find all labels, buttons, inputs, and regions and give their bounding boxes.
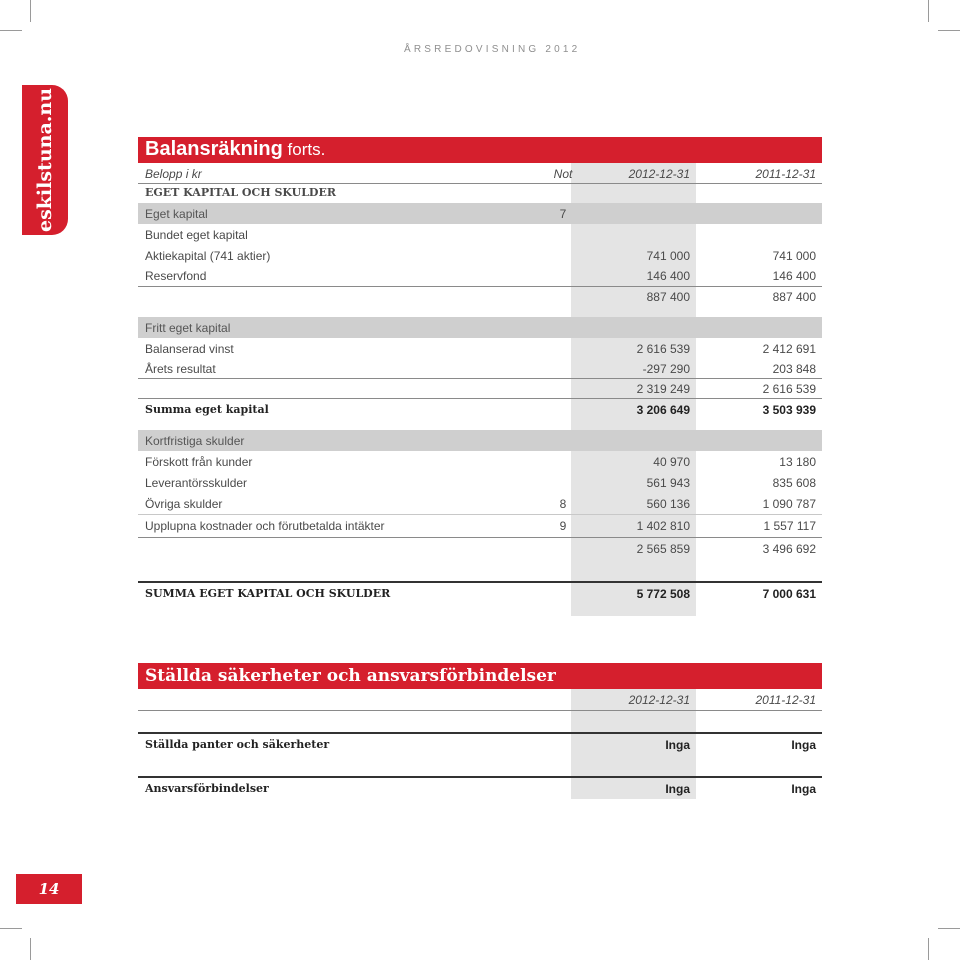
value-2011: 146 400 <box>772 269 816 283</box>
row-label: Balanserad vinst <box>145 342 234 356</box>
table-row <box>138 245 822 266</box>
row-label: SUMMA EGET KAPITAL OCH SKULDER <box>145 587 391 600</box>
value-2012: 2 565 859 <box>636 542 690 556</box>
total-row <box>138 399 822 420</box>
table-row <box>138 358 822 379</box>
column-header-row <box>138 689 822 710</box>
subtotal-row <box>138 538 822 559</box>
value-2012: 5 772 508 <box>636 587 690 601</box>
table-row <box>138 451 822 472</box>
crop-mark <box>30 0 31 22</box>
value-2012: 146 400 <box>646 269 690 283</box>
row-label: Reservfond <box>145 269 207 283</box>
section-heading: EGET KAPITAL OCH SKULDER <box>145 186 336 199</box>
crop-mark <box>0 30 22 31</box>
side-tab-label: eskilstuna.nu <box>34 87 56 233</box>
table-row <box>138 317 822 338</box>
page-number: 14 <box>16 874 82 904</box>
value-2011: 13 180 <box>779 455 816 469</box>
table-row <box>138 472 822 493</box>
pledges-title: Ställda säkerheter och ansvarsförbindelser <box>145 666 556 686</box>
value-2011: 1 557 117 <box>763 519 816 533</box>
crop-mark <box>938 30 960 31</box>
value-2011: 1 090 787 <box>762 497 816 511</box>
row-label: Upplupna kostnader och förutbetalda intäkter <box>145 519 385 533</box>
value-2012: -297 290 <box>642 362 690 376</box>
table-row <box>138 734 822 755</box>
value-2011: 203 848 <box>772 362 816 376</box>
value-2012: 40 970 <box>653 455 690 469</box>
value-2011: 835 608 <box>772 476 816 490</box>
column-header-2012: 2012-12-31 <box>628 693 690 707</box>
value-2011: 7 000 631 <box>762 587 816 601</box>
column-header-2012: 2012-12-31 <box>628 167 690 181</box>
value-2012: 741 000 <box>646 249 690 263</box>
table-row <box>138 493 822 514</box>
crop-mark <box>928 0 929 22</box>
row-label: Summa eget kapital <box>145 403 269 416</box>
column-header-2011: 2011-12-31 <box>755 167 816 181</box>
row-label: Fritt eget kapital <box>145 321 231 335</box>
value-2012: 560 136 <box>646 497 690 511</box>
side-tab[interactable] <box>22 85 68 235</box>
note-ref: 7 <box>559 207 567 221</box>
row-label: Leverantörsskulder <box>145 476 248 490</box>
value-2012: 2 319 249 <box>636 382 690 396</box>
row-label: Eget kapital <box>145 207 208 221</box>
balance-title-suffix: forts. <box>282 140 326 159</box>
table-row <box>138 338 822 359</box>
table-row <box>138 224 822 245</box>
balance-title-bar <box>138 137 822 163</box>
subtotal-row <box>138 378 822 399</box>
value-2011: 2 616 539 <box>762 382 816 396</box>
row-label: Förskott från kunder <box>145 455 253 469</box>
value-2012: Inga <box>665 738 690 752</box>
row-label: Årets resultat <box>145 362 216 376</box>
table-row <box>138 430 822 451</box>
table-row <box>138 265 822 286</box>
note-ref: 9 <box>559 519 567 533</box>
value-2011: 2 412 691 <box>762 342 816 356</box>
grand-total-row <box>138 583 822 604</box>
table-row <box>138 515 822 536</box>
section-heading-row <box>138 182 822 203</box>
value-2011: Inga <box>791 782 816 796</box>
subtotal-row <box>138 286 822 307</box>
value-2012: 887 400 <box>646 290 690 304</box>
row-label: Aktiekapital (741 aktier) <box>145 249 271 263</box>
note-column-header: Not <box>553 167 573 181</box>
crop-mark <box>938 928 960 929</box>
row-label: Ställda panter och säkerheter <box>145 738 330 751</box>
divider <box>138 710 822 711</box>
value-2011: Inga <box>791 738 816 752</box>
row-label: Övriga skulder <box>145 497 223 511</box>
column-header-2011: 2011-12-31 <box>755 693 816 707</box>
balance-title: Balansräkning <box>145 138 283 160</box>
crop-mark <box>928 938 929 960</box>
crop-mark <box>0 928 22 929</box>
value-2012: 2 616 539 <box>636 342 690 356</box>
note-ref: 8 <box>559 497 567 511</box>
row-label: Ansvarsförbindelser <box>145 782 269 795</box>
value-2012: 1 402 810 <box>636 519 690 533</box>
amount-unit-label: Belopp i kr <box>145 167 202 181</box>
table-row <box>138 203 822 224</box>
row-label: Kortfristiga skulder <box>145 434 245 448</box>
value-2011: 887 400 <box>772 290 816 304</box>
pledges-title-bar <box>138 663 822 689</box>
column-header-row <box>138 163 822 184</box>
value-2012: Inga <box>665 782 690 796</box>
report-header: ÅRSREDOVISNING 2012 <box>404 44 581 55</box>
value-2011: 3 496 692 <box>762 542 816 556</box>
crop-mark <box>30 938 31 960</box>
row-label: Bundet eget kapital <box>145 228 248 242</box>
value-2012: 3 206 649 <box>636 403 690 417</box>
table-row <box>138 778 822 799</box>
value-2011: 3 503 939 <box>762 403 816 417</box>
value-2012: 561 943 <box>646 476 690 490</box>
value-2011: 741 000 <box>772 249 816 263</box>
